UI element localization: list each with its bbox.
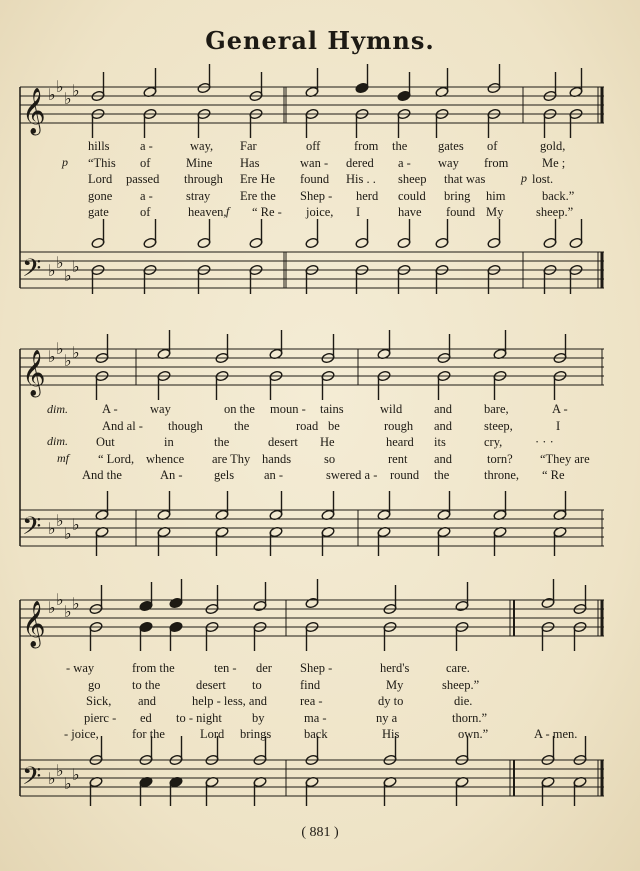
svg-text:♭: ♭ — [48, 261, 56, 280]
system3-lyric-syllable: dy to — [378, 694, 404, 708]
system1-lyric-syllable: found — [300, 172, 330, 186]
system1-lyric-syllable: I — [356, 205, 361, 219]
system1-lyric-syllable: herd — [356, 188, 379, 203]
svg-text:♭: ♭ — [56, 761, 64, 780]
system3-lyric-syllable: rea - — [300, 694, 323, 708]
system1-lyric-syllable: gold, — [540, 139, 566, 153]
svg-text:♭: ♭ — [72, 765, 80, 784]
svg-text:𝄞: 𝄞 — [22, 88, 46, 134]
svg-text:♭: ♭ — [56, 77, 64, 96]
system1-lyric-syllable: Ere He — [240, 172, 276, 186]
system3-lyric-syllable: back — [304, 727, 328, 741]
system2-lyric-syllable: the — [234, 418, 250, 433]
system2-lyric-syllable: · · · — [535, 435, 554, 449]
svg-text:𝄢: 𝄢 — [22, 512, 42, 547]
system2-lyric-syllable: rent — [388, 451, 408, 466]
svg-text:♭: ♭ — [64, 89, 72, 108]
system3-lyric-syllable: to the — [132, 677, 161, 692]
svg-text:♭: ♭ — [48, 85, 56, 104]
system1-lyric-syllable: him — [486, 188, 506, 203]
system2-lyric-syllable: “ Lord, — [98, 451, 135, 466]
svg-text:♭: ♭ — [64, 602, 72, 621]
system1-lyric-syllable: could — [398, 188, 426, 203]
system2-lyric-syllable: and — [434, 418, 453, 433]
system1-lyric-syllable: Shep - — [300, 188, 333, 203]
system2-lyric-syllable: way — [150, 402, 171, 416]
system3-lyric-syllable: find — [300, 677, 321, 692]
svg-text:𝄢: 𝄢 — [22, 762, 42, 797]
system2-lyric-syllable: “ Re — [542, 468, 565, 482]
system3-lyric-syllable: der — [256, 661, 272, 675]
svg-text:♭: ♭ — [64, 774, 72, 793]
system3-lyric-syllable: and — [138, 694, 157, 708]
svg-text:♭: ♭ — [72, 81, 80, 100]
system2-lyric-syllable: be — [328, 418, 340, 433]
system2-lyric-syllable: wild — [380, 402, 403, 416]
system1-lyric-syllable: that was — [444, 172, 486, 186]
system3-lyric-syllable: sheep.” — [442, 677, 480, 692]
system2-lyric-syllable: cry, — [484, 435, 503, 449]
system2-lyric-syllable: And the — [82, 468, 122, 482]
svg-text:♭: ♭ — [48, 347, 56, 366]
system3-lyric-syllable: - way — [66, 661, 95, 675]
system3-lyric-syllable: thorn.” — [452, 710, 488, 725]
system3-lyric-syllable: brings — [240, 727, 272, 741]
system1-lyric-syllable: heaven, — [188, 205, 227, 219]
system1-lyric-syllable: His . . — [346, 172, 376, 186]
system3-lyric-syllable: go — [88, 677, 101, 692]
system1-lyric-syllable: Has — [240, 155, 260, 170]
system2-lyric-syllable: the — [214, 435, 230, 449]
system3-lyric-syllable: desert — [196, 677, 226, 692]
system1-lyric-syllable: passed — [126, 172, 160, 186]
svg-text:♭: ♭ — [56, 511, 64, 530]
page-title: General Hymns. — [205, 26, 435, 55]
system2-lyric-syllable: “They are — [540, 451, 590, 466]
system2-lyric-syllable: are Thy — [212, 451, 251, 466]
system3-lyric-syllable: ten - — [214, 661, 237, 675]
system1-lyric-syllable: hills — [88, 139, 110, 153]
system3-lyric-syllable: to - night — [176, 710, 222, 725]
svg-text:♭: ♭ — [72, 343, 80, 362]
system1-lyric-syllable: a - — [140, 139, 153, 153]
svg-text:♭: ♭ — [48, 519, 56, 538]
system1-lyric-syllable: found — [446, 205, 476, 219]
system1-lyric-syllable: back.” — [542, 188, 575, 203]
system1-lyric-syllable: joice, — [306, 205, 334, 219]
system1-lyric-syllable: dered — [346, 155, 374, 170]
system3-lyric-syllable: Sick, — [86, 694, 112, 708]
system3-lyric-syllable: His — [382, 727, 400, 741]
system2-lyric-syllable: road — [296, 418, 319, 433]
svg-text:♭: ♭ — [56, 339, 64, 358]
system1-lyric-syllable: Me ; — [542, 155, 566, 170]
svg-text:𝄢: 𝄢 — [22, 254, 42, 289]
system3-lyric-syllable: ed — [140, 710, 152, 725]
system2-lyric-syllable: round — [390, 468, 420, 482]
system1-lyric-syllable: bring — [444, 188, 471, 203]
system1-lyric-syllable: way — [438, 155, 459, 170]
system1-lyric-syllable: gates — [438, 139, 464, 153]
system1-lyric-syllable: the — [392, 139, 408, 153]
page-number: ( 881 ) — [301, 825, 339, 840]
system2-lyric-syllable: throne, — [484, 468, 520, 482]
system1-lyric-syllable: of — [140, 155, 151, 170]
system1-lyric-syllable: have — [398, 205, 422, 219]
system3-lyric-syllable: die. — [454, 694, 473, 708]
system2-lyric-syllable: gels — [214, 468, 235, 482]
svg-text:♭: ♭ — [72, 515, 80, 534]
dynamic-mark: dim. — [47, 434, 68, 448]
system3-lyric-syllable: help - less, and — [192, 694, 267, 708]
system1-lyric-syllable: My — [486, 205, 504, 219]
system2-lyric-syllable: An - — [160, 468, 183, 482]
system2-lyric-syllable: swered a - — [326, 468, 378, 482]
system1-lyric-syllable: stray — [186, 188, 211, 203]
system2-lyric-syllable: A - — [102, 402, 118, 416]
system1-lyric-syllable: “This — [88, 155, 116, 170]
dynamic-mark: mf — [57, 451, 69, 465]
system1-lyric-syllable: Ere the — [240, 188, 276, 203]
system2-lyric-syllable: on the — [224, 402, 255, 416]
system2-lyric-syllable: whence — [146, 451, 185, 466]
svg-text:♭: ♭ — [56, 253, 64, 272]
system2-lyric-syllable: though — [168, 418, 203, 433]
svg-text:♭: ♭ — [64, 524, 72, 543]
svg-text:♭: ♭ — [56, 590, 64, 609]
dynamic-mark: f — [226, 204, 230, 218]
system1-lyric-syllable: from — [484, 155, 509, 170]
system2-lyric-syllable: heard — [386, 435, 414, 449]
system1-lyric-syllable: Lord — [88, 172, 113, 186]
system3-lyric-syllable: from the — [132, 661, 175, 675]
system1-lyric-syllable: a - — [140, 188, 153, 203]
system2-lyric-syllable: the — [434, 468, 450, 482]
svg-text:♭: ♭ — [72, 594, 80, 613]
system1-lyric-syllable: sheep.” — [536, 205, 574, 219]
system3-lyric-syllable: ma - — [304, 710, 327, 725]
system1-lyric-syllable: Mine — [186, 155, 213, 170]
system1-lyric-syllable: of — [487, 139, 498, 153]
system3-lyric-syllable: pierc - — [84, 710, 117, 725]
system1-lyric-syllable: of — [140, 205, 151, 219]
system2-lyric-syllable: an - — [264, 468, 284, 482]
system3-lyric-syllable: for the — [132, 727, 165, 741]
system1-lyric-syllable: lost. — [532, 172, 554, 186]
system3-lyric-syllable: care. — [446, 661, 470, 675]
system3-lyric-syllable: herd's — [380, 661, 410, 675]
system2-lyric-syllable: and — [434, 451, 453, 466]
system1-lyric-syllable: gone — [88, 188, 113, 203]
system2-lyric-syllable: steep, — [484, 418, 513, 433]
system1-lyric-syllable: from — [354, 139, 379, 153]
system1-lyric-syllable: wan - — [300, 155, 329, 170]
system3-lyric-syllable: - joice, — [64, 727, 99, 741]
system1-lyric-syllable: a - — [398, 155, 411, 170]
svg-text:♭: ♭ — [48, 769, 56, 788]
system2-lyric-syllable: hands — [262, 451, 292, 466]
system3-lyric-syllable: to — [252, 677, 262, 692]
dynamic-mark: p — [62, 155, 68, 169]
system1-lyric-syllable: sheep — [398, 172, 427, 186]
svg-text:𝄞: 𝄞 — [22, 350, 46, 396]
system1-lyric-syllable: Far — [240, 139, 257, 153]
system2-lyric-syllable: A - — [552, 402, 568, 416]
system1-lyric-syllable: “ Re - — [252, 205, 282, 219]
system2-lyric-syllable: I — [556, 418, 561, 433]
system3-lyric-syllable: ny a — [376, 710, 398, 725]
system1-lyric-syllable: gate — [88, 205, 109, 219]
svg-text:♭: ♭ — [72, 257, 80, 276]
system2-lyric-syllable: desert — [268, 435, 298, 449]
system3-lyric-syllable: by — [252, 710, 265, 725]
system2-lyric-syllable: in — [164, 435, 174, 449]
system1-lyric-syllable: way, — [190, 139, 214, 153]
system2-lyric-syllable: so — [324, 451, 336, 466]
system2-lyric-syllable: He — [320, 435, 335, 449]
system2-lyric-syllable: bare, — [484, 402, 509, 416]
system3-lyric-syllable: Shep - — [300, 661, 333, 675]
dynamic-mark: p — [521, 171, 527, 185]
svg-text:𝄞: 𝄞 — [22, 601, 46, 647]
system3-lyric-syllable: My — [386, 677, 404, 692]
system2-lyric-syllable: rough — [384, 418, 414, 433]
system3-lyric-syllable: Lord — [200, 727, 225, 741]
system1-lyric-syllable: off — [306, 139, 321, 153]
system2-lyric-syllable: And al - — [102, 418, 143, 433]
dynamic-mark: dim. — [47, 402, 68, 416]
system3-lyric-syllable: A - men. — [534, 727, 578, 741]
system2-lyric-syllable: torn? — [487, 451, 513, 466]
system3-lyric-syllable: own.” — [458, 727, 489, 741]
system2-lyric-syllable: and — [434, 402, 453, 416]
system2-lyric-syllable: moun - — [270, 402, 306, 416]
system2-lyric-syllable: tains — [320, 402, 344, 416]
svg-text:♭: ♭ — [64, 351, 72, 370]
system1-lyric-syllable: through — [184, 172, 223, 186]
svg-text:♭: ♭ — [64, 266, 72, 285]
svg-text:♭: ♭ — [48, 598, 56, 617]
system2-lyric-syllable: Out — [96, 435, 115, 449]
system2-lyric-syllable: its — [434, 435, 446, 449]
